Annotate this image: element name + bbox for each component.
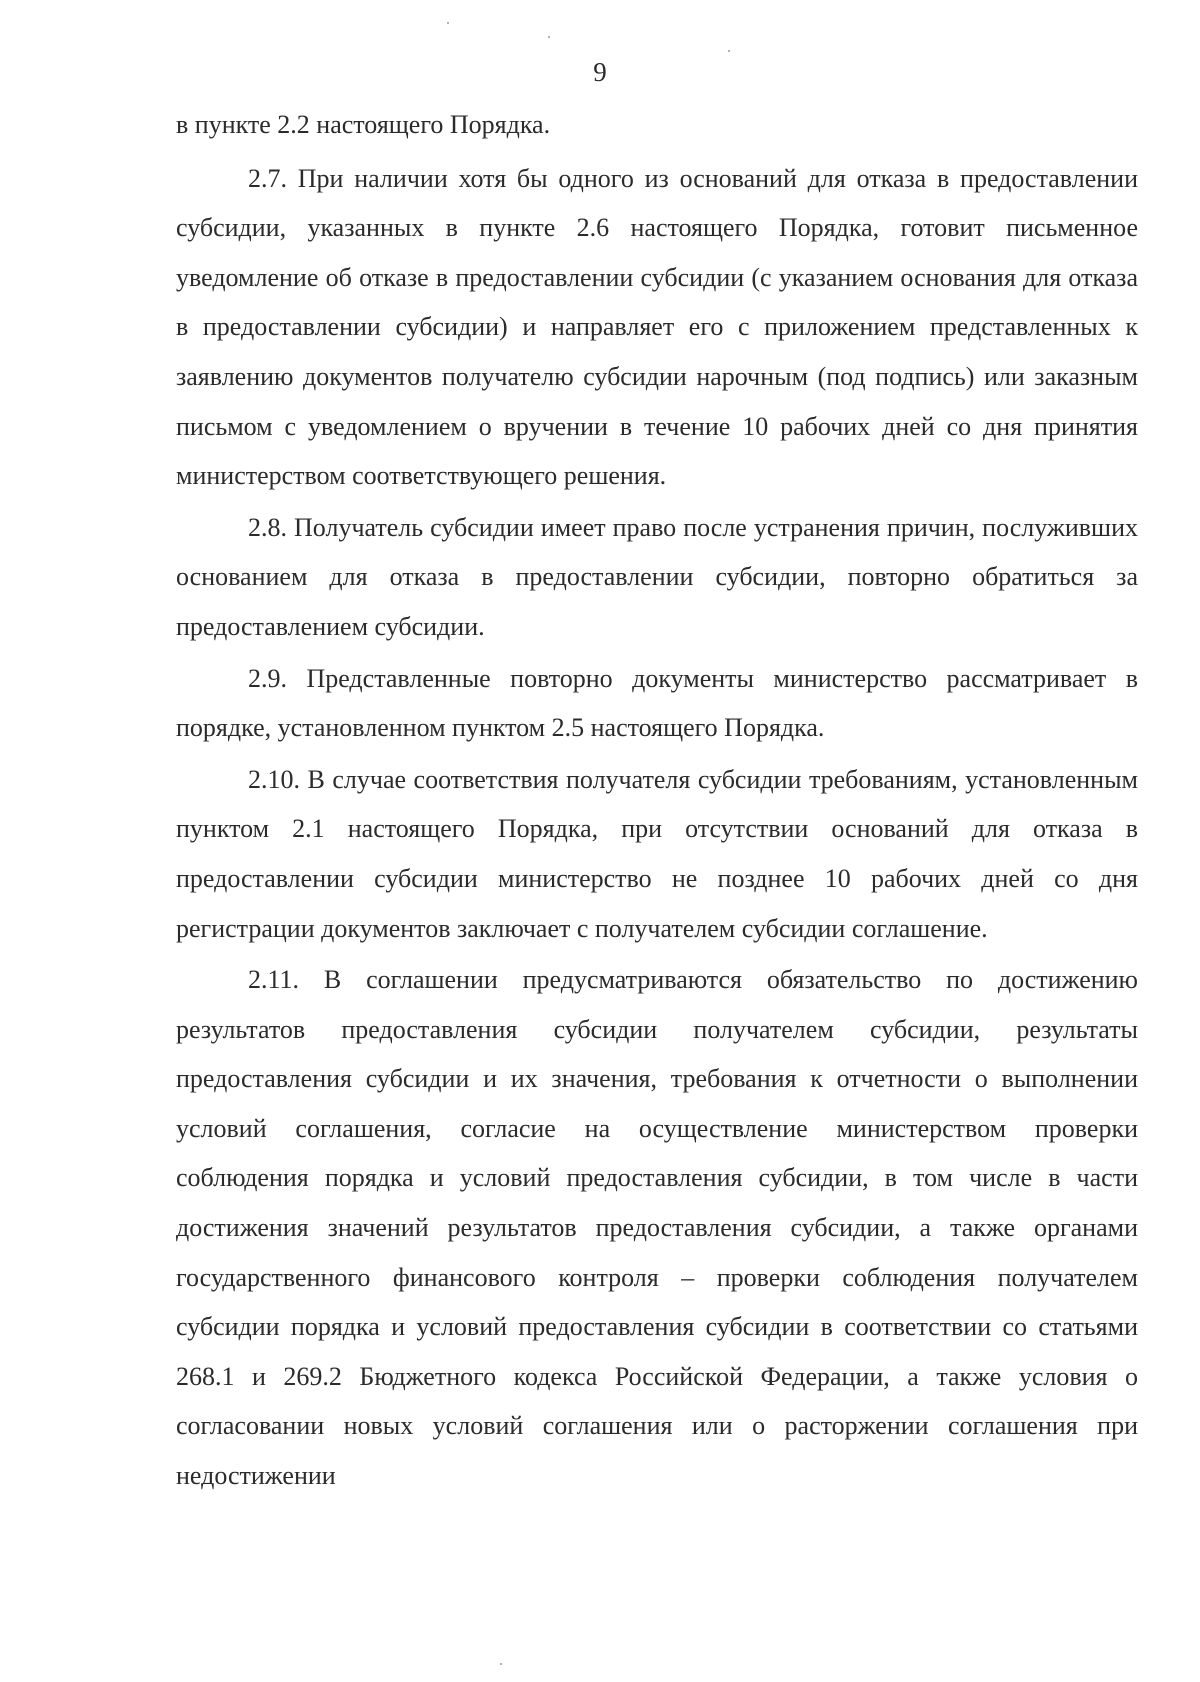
page-number: 9 (593, 57, 607, 87)
paragraph-2-8: 2.8. Получатель субсидии имеет право после устранения причин, послуживших основанием для отказа в предоставлении субсидии, повторно обратиться за предоставлением субсидии. (176, 512, 1138, 641)
scan-speck (728, 50, 730, 52)
scan-speck (447, 22, 449, 24)
document-body (176, 100, 1138, 1501)
paragraph-continuation: в пункте 2.2 настоящего Порядка. (176, 110, 551, 139)
paragraph-2-9: 2.9. Представленные повторно документы министерство рассматривает в порядке, установленном пунктом 2.5 настоящего Порядка. (176, 663, 1138, 743)
paragraph-2-10: 2.10. В случае соответствия получателя субсидии требованиям, установленным пунктом 2.1 настоящего Порядка, при отсутствии оснований для отказа в предоставлении субсидии министерство не позднее 10 рабочих дней со дня регистрации документов заключает с получателем субсидии соглашение. (176, 764, 1138, 943)
scan-speck (548, 36, 550, 38)
paragraph-2-7: 2.7. При наличии хотя бы одного из оснований для отказа в предоставлении субсидии, указанных в пункте 2.6 настоящего Порядка, готовит письменное уведомление об отказе в предоставлении субсидии (с указанием основания для отказа в предоставлении субсидии) и направляет его с приложением представленных к заявлению документов получателю субсидии нарочным (под подпись) или заказным письмом с уведомлением о вручении в течение 10 рабочих дней со дня принятия министерством соответствующего решения. (176, 163, 1138, 491)
paragraph-2-11: 2.11. В соглашении предусматриваются обязательство по достижению результатов предоставления субсидии получателем субсидии, результаты предоставления субсидии и их значения, требования к отчетности о выполнении условий соглашения, согласие на осуществление министерством проверки соблюдения порядка и условий предоставления субсидии, в том числе в части достижения значений результатов предоставления субсидии, а также органами государственного финансового контроля – проверки соблюдения получателем субсидии порядка и условий предоставления субсидии в соответствии со статьями 268.1 и 269.2 Бюджетного кодекса Российской Федерации, а также условия о согласовании новых условий соглашения или о расторжении соглашения при недостижении (176, 965, 1138, 1491)
scan-speck (500, 1663, 502, 1665)
